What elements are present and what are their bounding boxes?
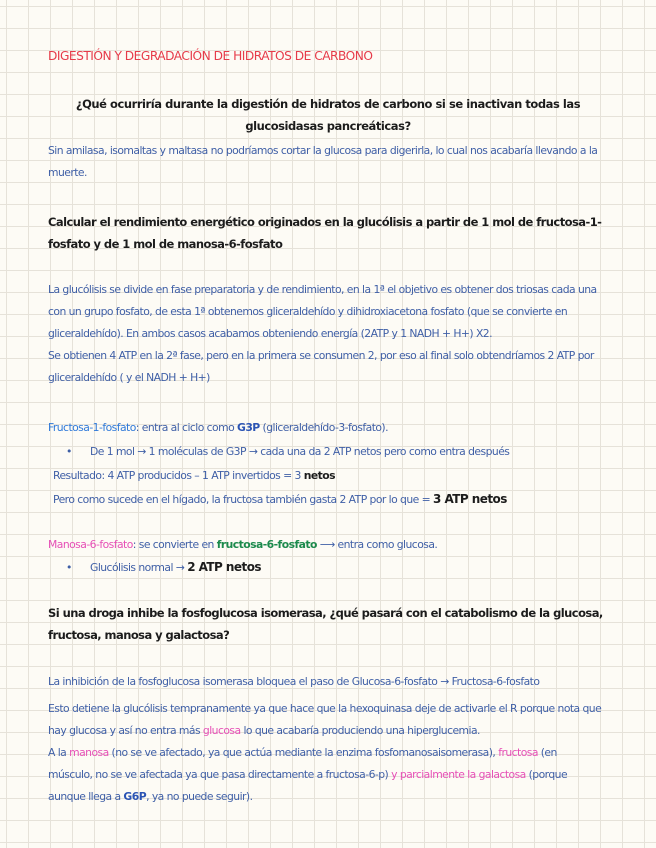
- fructosa-result-text: Resultado: 4 ATP producidos – 1 ATP invertidos = 3: [53, 469, 304, 482]
- fructosa-text-a: : entra al ciclo como: [135, 421, 238, 434]
- fructosa-liver-total: 3 ATP netos: [433, 492, 507, 506]
- manosa-label: Manosa-6-fosfato: [48, 538, 133, 551]
- bullet-dot: •: [66, 561, 72, 574]
- fructosa-result-netos: netos: [303, 469, 335, 482]
- manosa-highlight: manosa: [69, 746, 109, 759]
- question-1: ¿Qué ocurriría durante la digestión de hidratos de carbono si se inactivan todas las glucosidasas pancreáticas?: [75, 97, 581, 133]
- fructosa-bullet: [66, 441, 606, 463]
- answer-1: Sin amilasa, isomaltas y maltasa no podríamos cortar la glucosa para digerirla, lo cual nos acabaría llevando a la muerte.: [48, 144, 598, 179]
- fructosa-bullet-text: De 1 mol → 1 moléculas de G3P → cada una da 2 ATP netos pero como entra después: [90, 445, 510, 458]
- answer-3-p3-text-a: A la: [48, 746, 70, 759]
- page-title: DIGESTIÓN Y DEGRADACIÓN DE HIDRATOS DE CARBONO: [48, 49, 373, 63]
- answer-3-p3-text-c: (en músculo, no se ve afectada ya que pasa directamente a fructosa-6-p): [48, 746, 557, 781]
- question-2: Calcular el rendimiento energético originados en la glucólisis a partir de 1 mol de fructosa-1-fosfato y de 1 mol de manosa-6-fosfato: [48, 215, 602, 251]
- fructosa-label: Fructosa-1-fosfato: [48, 421, 136, 434]
- manosa-bullet-total: 2 ATP netos: [187, 560, 261, 574]
- answer-2-paragraph-1: La glucólisis se divide en fase preparatoria y de rendimiento, en la 1ª el objetivo es obtener dos triosas cada una con un grupo fosfato, de esta 1ª obtenemos gliceraldehído y dihidroxiacetona fosfato (que se convierte en gliceraldehído). En ambos casos acabamos obteniendo energía (2ATP y 1 NADH + H+) X2.: [48, 283, 597, 340]
- manosa-bullet-text: Glucólisis normal →: [90, 561, 188, 574]
- answer-3-paragraph-3: [48, 742, 603, 808]
- answer-3: [48, 698, 603, 808]
- answer-2-paragraph-2: Se obtienen 4 ATP en la 2ª fase, pero en la primera se consumen 2, por eso al final solo obtendríamos 2 ATP por gliceraldehído ( y el NADH + H+): [48, 349, 594, 384]
- fructosa-liver: [53, 488, 507, 511]
- answer-3-p3-text-d: (porque aunque llega a: [48, 768, 568, 803]
- fructosa-text-b: (gliceraldehído-3-fosfato).: [259, 421, 388, 434]
- question-3: Si una droga inhibe la fosfoglucosa isomerasa, ¿qué pasará con el catabolismo de la glucosa, fructosa, manosa y galactosa?: [48, 606, 603, 642]
- fructosa-highlight: fructosa: [498, 746, 538, 759]
- fructosa-line: [48, 417, 608, 439]
- fructosa-liver-text: Pero como sucede en el hígado, la fructosa también gasta 2 ATP por lo que =: [53, 493, 434, 506]
- answer-3-paragraph-2: [48, 698, 603, 742]
- manosa-line: [48, 534, 437, 556]
- answer-3-paragraph-1: La inhibición de la fosfoglucosa isomerasa bloquea el paso de Glucosa-6-fosfato → Fructosa-6-fosfato: [48, 675, 540, 688]
- g3p-term: G3P: [237, 421, 260, 434]
- answer-3-p2-text-b: lo que acabaría produciendo una hiperglucemia.: [240, 724, 480, 737]
- answer-3-p2-text-a: Esto detiene la glucólisis tempranamente ya que hace que la hexoquinasa deje de activarle el R porque nota que hay glucosa y así no entra más: [48, 702, 602, 737]
- manosa-bullet: [66, 556, 606, 579]
- answer-3-p3-text-b: (no se ve afectado, ya que actúa mediante la enzima fosfomanosaisomerasa),: [108, 746, 499, 759]
- f6p-term: fructosa-6-fosfato: [216, 538, 317, 551]
- fructosa-result: [53, 465, 335, 487]
- answer-2: [48, 279, 608, 389]
- galactosa-highlight: y parcialmente la galactosa: [391, 768, 526, 781]
- bullet-dot: •: [66, 445, 72, 458]
- manosa-text-a: : se convierte en: [132, 538, 217, 551]
- glucosa-highlight: glucosa: [202, 724, 241, 737]
- answer-3-p3-text-e: , ya no puede seguir).: [146, 790, 253, 803]
- g6p-term: G6P: [123, 790, 147, 803]
- manosa-text-b: ⟶ entra como glucosa.: [316, 538, 438, 551]
